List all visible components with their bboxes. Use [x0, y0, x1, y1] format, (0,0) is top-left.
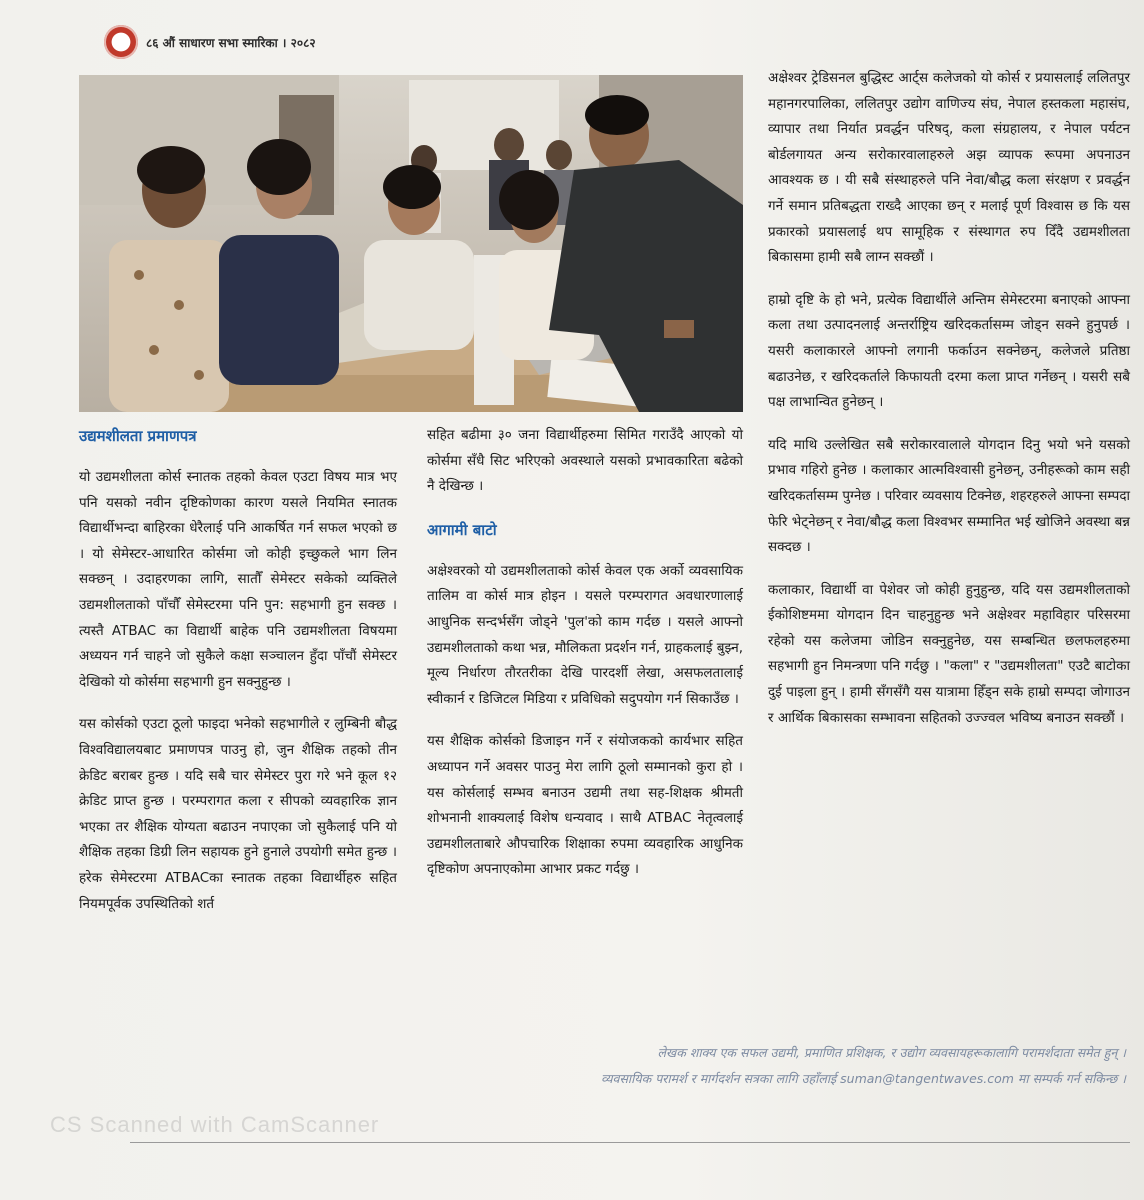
publication-logo	[104, 25, 138, 59]
paragraph: अक्षेश्वर ट्रेडिसनल बुद्धिस्ट आर्ट्स कलेजको यो कोर्स र प्रयासलाई ललितपुर महानगरपालिका, ललितपुर उद्योग वाणिज्य संघ, नेपाल हस्तकला महासंघ, व्यापार तथा निर्यात प्रवर्द्धन परिषद्, कला संग्रहालय, र नेपाल पर्यटन बोर्डलगायत अन्य सरोकारवालाहरुले अझ व्यापक रूपमा अपनाउन आवश्यक छ । यी सबै संस्थाहरुले पनि नेवा/बौद्ध कला संरक्षण र प्रवर्द्धन गर्ने समान प्रतिबद्धता राख्दै आएका छन् र मलाई पूर्ण विश्वास छ कि यस प्रकारको प्रयासलाई थप सामूहिक र संस्थागत रुप दिँदै उद्यमशीलता बिकासमा हामी सबै लाग्न सक्छौं ।	[768, 70, 1130, 266]
section-heading-way-forward: आगामी बाटो	[427, 520, 497, 539]
column-2	[427, 423, 743, 900]
column-1	[79, 423, 397, 934]
workshop-photo	[79, 75, 743, 412]
footer-divider	[130, 1142, 1130, 1143]
paragraph: यो उद्यमशीलता कोर्स स्नातक तहको केवल एउटा विषय मात्र भए पनि यसको नवीन दृष्टिकोणका कारण यसले नियमित स्नातक विद्यार्थीभन्दा बाहिरका धेरैलाई पनि आकर्षित गर्न सफल भएको छ । यो सेमेस्टर-आधारित कोर्समा जो कोही इच्छुकले भाग लिन सक्छन् । उदाहरणका लागि, सातौँ सेमेस्टर सकेको व्यक्तिले उद्यमशीलताको पाँचौँ सेमेस्टरमा पनि पुन: सहभागी हुन सक्छ । त्यस्तै ATBAC का विद्यार्थी बाहेक पनि उद्यमशीलता विषयमा अध्ययन गर्न चाहने जो सुकैले कक्षा सञ्चालन हुँदा पाँचौं सेमेस्टर देखिको यो कोर्समा सहभागी हुन सक्नुहुन्छ ।	[79, 469, 397, 690]
page-header	[104, 22, 316, 62]
paragraph: यस शैक्षिक कोर्सको डिजाइन गर्ने र संयोजकको कार्यभार सहित अध्यापन गर्ने अवसर पाउनु मेरा लागि ठूलो सम्मानको कुरा हो । यस कोर्सलाई सम्भव बनाउन उद्यमी तथा सह-शिक्षक श्रीमती शोभनानी शाक्यलाई विशेष धन्यवाद । साथै ATBAC नेतृत्वलाई उद्यमशीलताबारे औपचारिक शिक्षाका रुपमा व्यवहारिक आधुनिक दृष्टिकोण अपनाएकोमा आभार प्रकट गर्दछु ।	[427, 733, 743, 878]
publication-title: ८६ औं साधारण सभा स्मारिका । २०८२	[146, 35, 316, 50]
paragraph: सहित बढीमा ३० जना विद्यार्थीहरुमा सिमित गराउँदै आएको यो कोर्समा सँधै सिट भरिएको अवस्थाले यसको प्रभावकारिता बढेको नै देखिन्छ ।	[427, 427, 743, 495]
author-note-line: लेखक शाक्य एक सफल उद्यमी, प्रमाणित प्रशिक्षक, र उद्योग व्यवसायहरूकालागि परामर्शदाता समेत हुन् ।	[657, 1045, 1126, 1060]
paragraph: कलाकार, विद्यार्थी वा पेशेवर जो कोही हुनुहुन्छ, यदि यस उद्यमशीलताको ईकोशिष्टममा योगदान दिन चाहनुहुन्छ भने अक्षेश्वर महाविहार परिसरमा रहेको यस कलेजमा जोडिन सक्नुहुनेछ, यस सम्बन्धित छलफलहरुमा सहभागी हुन निमन्त्रणा पनि गर्दछु । "कला" र "उद्यमशीलता" एउटै बाटोका दुई पाइला हुन् । हामी सँगसँगै यस यात्रामा हिँड्न सके हाम्रो सम्पदा जोगाउन र आर्थिक बिकासका सम्भावना सहितको उज्ज्वल भविष्य बनाउन सक्छौं ।	[768, 581, 1130, 726]
scanner-watermark: CS Scanned with CamScanner	[50, 1112, 380, 1137]
paragraph: अक्षेश्वरको यो उद्यमशीलताको कोर्स केवल एक अर्को व्यवसायिक तालिम वा कोर्स मात्र होइन । यसले परम्परागत अवधारणालाई आधुनिक सन्दर्भसँग जोड्ने 'पुल'को काम गर्दछ । यसले आफ्नो उद्यमशीलताको कथा भन्न, मौलिकता प्रदर्शन गर्न, ग्राहकलाई बुझ्न, मूल्य निर्धारण तौरतरीका देखि पारदर्शी लेखा, असफलतालाई स्वीकार्न र डिजिटल मिडिया र प्रविधिको सदुपयोग गर्न सिकाउँछ ।	[427, 562, 743, 707]
paragraph: हाम्रो दृष्टि के हो भने, प्रत्येक विद्यार्थीले अन्तिम सेमेस्टरमा बनाएको आफ्ना कला तथा उत्पादनलाई अन्तर्राष्ट्रिय खरिदकर्तासम्म जोड्न सक्ने हुनुपर्छ । यसरी कलाकारले आफ्नो लगानी फर्काउन सक्नेछन्, कलेजले प्रतिष्ठा बढाउनेछ, र खरिदकर्ताले किफायती दरमा कला प्राप्त गर्नेछन् । यसरी सबै पक्ष लाभान्वित हुनेछन् ।	[768, 291, 1130, 411]
author-note	[230, 1040, 1126, 1092]
author-contact-line: व्यवसायिक परामर्श र मार्गदर्शन सत्रका लागि उहाँलाई suman@tangentwaves.com मा सम्पर्क गर्न सकिन्छ ।	[600, 1071, 1126, 1086]
column-3	[768, 66, 1130, 748]
paragraph: यदि माथि उल्लेखित सबै सरोकारवालाले योगदान दिनु भयो भने यसको प्रभाव गहिरो हुनेछ । कलाकार आत्मविश्वासी हुनेछन्, उनीहरूको काम सही खरिदकर्तासम्म पुग्नेछ । परिवार व्यवसाय टिक्नेछ, शहरहरुले आफ्ना सम्पदा फेरि भेट्नेछन् र नेवा/बौद्ध कला विश्वभर सम्मानित भई खोजिने अवस्था बन्न सक्दछ ।	[768, 436, 1130, 556]
section-heading-entrepreneurship-certificate: उद्यमशीलता प्रमाणपत्र	[79, 427, 197, 445]
paragraph: यस कोर्सको एउटा ठूलो फाइदा भनेको सहभागीले र लुम्बिनी बौद्ध विश्वविद्यालयबाट प्रमाणपत्र पाउनु हो, जुन शैक्षिक तहको तीन क्रेडिट बराबर हुन्छ । यदि सबै चार सेमेस्टर पुरा गरे भने कूल १२ क्रेडिट प्राप्त हुन्छ । परम्परागत कला र सीपको व्यवहारिक ज्ञान भएका तर शैक्षिक योग्यता बढाउन नपाएका जो सुकैलाई पनि यो शैक्षिक तहका डिग्री लिन सहायक हुने हुनाले उपयोगी समेत हुन्छ । हरेक सेमेस्टरमा ATBACका स्नातक तहका विद्यार्थीहरु सहित नियमपूर्वक उपस्थितिको शर्त	[79, 716, 397, 912]
